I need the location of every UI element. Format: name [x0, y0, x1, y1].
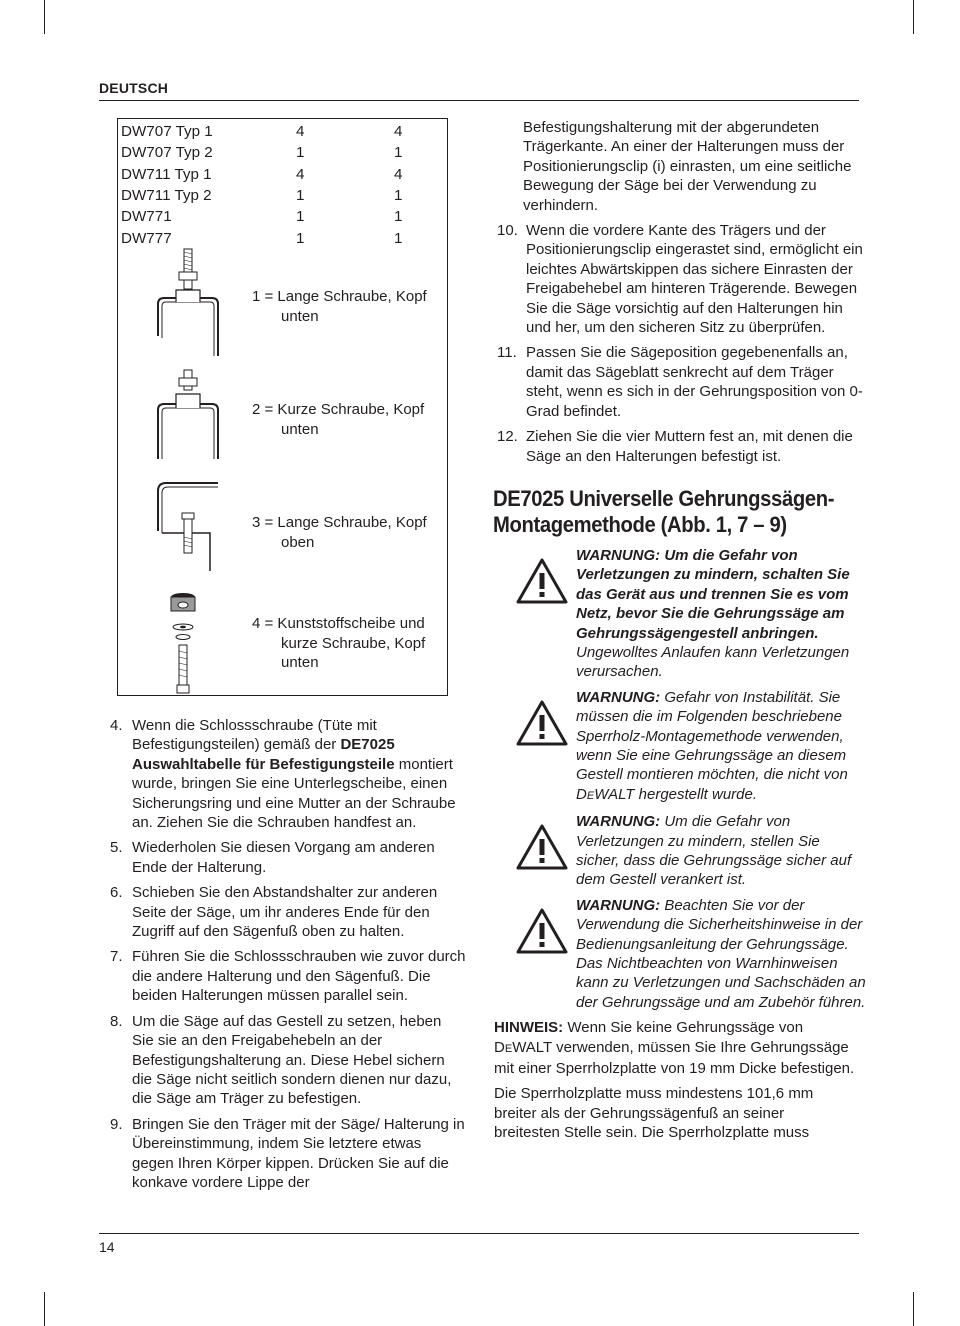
- table-cell: DW771: [121, 208, 172, 226]
- figure-caption-3: 3 = Lange Schraube, Kopf oben: [252, 514, 427, 551]
- section-title: DE7025 Universelle Gehrungssägen-Montagemethode (Abb. 1, 7 – 9): [493, 485, 835, 537]
- note: HINWEIS: Wenn Sie keine Gehrungssäge von DEWALT verwenden, müssen Sie Ihre Gehrungssäge mit einer Sperrholzplatte von 19 mm Dicke befestigen.: [494, 1019, 855, 1078]
- table-cell: DW707 Typ 1: [121, 123, 213, 140]
- table-cell: DW711 Typ 1: [121, 165, 212, 183]
- table-row: [121, 164, 441, 185]
- language-header: DEUTSCH: [99, 80, 169, 96]
- bolt-figure-4: [163, 589, 203, 699]
- table-cell: 4: [394, 123, 403, 140]
- table-cell: 1: [296, 229, 305, 247]
- warning-block: WARNUNG: Um die Gefahr von Verletzungen zu mindern, schalten Sie das Gerät aus und trennen Sie es vom Netz, bevor Sie die Gehrungssäge am Gehrungssägengestell anbringen. Ungewolltes Anlaufen kann Verletzungen verursachen.: [497, 546, 867, 682]
- page-number: 14: [99, 1239, 115, 1255]
- warning-icon: [516, 700, 568, 746]
- list-item: 5. Wiederholen Sie diesen Vorgang am anderen Ende der Halterung.: [110, 839, 435, 876]
- table-cell: 4: [296, 165, 305, 183]
- warning-icon: [516, 908, 568, 954]
- crop-mark: [913, 0, 914, 34]
- table-cell: 1: [296, 186, 305, 204]
- warning-icon: [516, 824, 568, 870]
- figure-caption-2: 2 = Kurze Schraube, Kopf unten: [252, 401, 425, 438]
- warning-block: WARNUNG: Um die Gefahr von Verletzungen zu mindern, stellen Sie sicher, dass die Gehrungssäge sicher auf dem Gestell verankert ist.: [497, 812, 867, 890]
- crop-mark: [913, 1292, 914, 1326]
- list-item: 7. Führen Sie die Schlossschrauben wie zuvor durch die andere Halterung und den Sägenfuß. Die beiden Halterungen müssen parallel sein.: [110, 948, 466, 1005]
- list-item: 4. Wenn die Schlossschraube (Tüte mit Befestigungsteilen) gemäß der DE7025 Auswahltabelle für Befestigungsteile montiert wurde, bringen Sie eine Unterlegscheibe, einen Sicherungsring und eine Mutter an der Schraube an. Ziehen Sie die Schrauben handfest an.: [110, 717, 456, 832]
- table-cell: 1: [394, 208, 403, 226]
- list-item: 6. Schieben Sie den Abstandshalter zur anderen Seite der Säge, um ihr anderes Ende für den Zugriff auf den Sägenfuß oben zu halten.: [110, 884, 438, 941]
- table-cell: DW711 Typ 2: [121, 186, 212, 204]
- table-row: [121, 142, 441, 163]
- table-cell: 1: [394, 229, 403, 247]
- table-row: [121, 121, 441, 142]
- closing-paragraph: Die Sperrholzplatte muss mindestens 101,6 mm breiter als der Gehrungssägenfuß an seiner breitesten Stelle sein. Die Sperrholzplatte muss: [494, 1085, 814, 1142]
- table-row: [121, 206, 441, 227]
- figure-caption-1: 1 = Lange Schraube, Kopf unten: [252, 288, 427, 325]
- list-item: 8. Um die Säge auf das Gestell zu setzen, heben Sie sie an den Freigabehebeln an der Befestigungshalterung an. Diese Hebel sichern die Säge nicht seitlich sondern dienen nur dazu, die Säge am Träger zu befestigen.: [110, 1012, 452, 1108]
- list-item: 10. Wenn die vordere Kante des Trägers und der Positionierungsclip eingerastet sind, ermöglicht ein leichtes Abwärtskippen das sichere Einrasten der Freigabehebel am hinteren Trägerende. Bewegen Sie die Säge vorsichtig auf den Halterungen hin und her, um den sicheren Sitz zu überprüfen.: [497, 222, 863, 337]
- table-cell: 1: [296, 144, 305, 162]
- warning-block: WARNUNG: Beachten Sie vor der Verwendung die Sicherheitshinweise in der Bedienungsanleitung der Gehrungssäge. Das Nichtbeachten von Warnhinweisen kann zu Verletzungen und Sachschäden an der Gehrungssäge und am Zubehör führen.: [497, 896, 867, 1012]
- table-row: [121, 185, 441, 206]
- header-rule: [99, 100, 859, 101]
- crop-mark: [44, 1292, 45, 1326]
- table-cell: 1: [296, 208, 305, 226]
- warning-block: WARNUNG: Gefahr von Instabilität. Sie müssen die im Folgenden beschriebene Sperrholz-Montagemethode verwenden, wenn Sie eine Gehrungssäge an diesem Gestell montieren möchten, die nicht von DEWALT hergestellt wurde.: [497, 688, 867, 806]
- bolt-figure-3: [148, 471, 228, 581]
- table-cell: 1: [394, 186, 403, 204]
- right-column: [493, 118, 867, 1149]
- figure-caption-4: 4 = Kunststoffscheibe und kurze Schraube, Kopf unten: [252, 615, 426, 671]
- list-item: 11. Passen Sie die Sägeposition gegebenenfalls an, damit das Sägeblatt senkrecht auf dem Träger steht, wenn es sich in der Gehrungsposition von 0-Grad befindet.: [497, 344, 863, 420]
- bolt-figure-1: [148, 246, 228, 361]
- table-cell: DW777: [121, 229, 172, 247]
- list-item: 12. Ziehen Sie die vier Muttern fest an, mit denen die Säge an den Halterungen befestigt ist.: [497, 428, 853, 465]
- table-cell: DW707 Typ 2: [121, 144, 213, 162]
- footer-rule: [99, 1233, 859, 1234]
- table-cell: 4: [394, 165, 403, 183]
- continued-paragraph: Befestigungshalterung mit der abgerundeten Trägerkante. An einer der Halterungen muss der Positionierungsclip (i) einrasten, um eine seitliche Bewegung der Säge bei der Verwendung zu verhindern.: [523, 119, 852, 214]
- warning-icon: [516, 558, 568, 604]
- list-item: 9. Bringen Sie den Träger mit der Säge/ Halterung in Übereinstimmung, indem Sie letztere etwas gegen Ihren Körper kippen. Drücken Sie auf die konkave vordere Lippe der: [110, 1115, 465, 1191]
- table-cell: 4: [296, 123, 305, 140]
- crop-mark: [44, 0, 45, 34]
- left-steps: [110, 716, 466, 1198]
- bolt-figure-2: [148, 364, 228, 464]
- table-cell: 1: [394, 144, 403, 162]
- fastener-table: [117, 118, 448, 696]
